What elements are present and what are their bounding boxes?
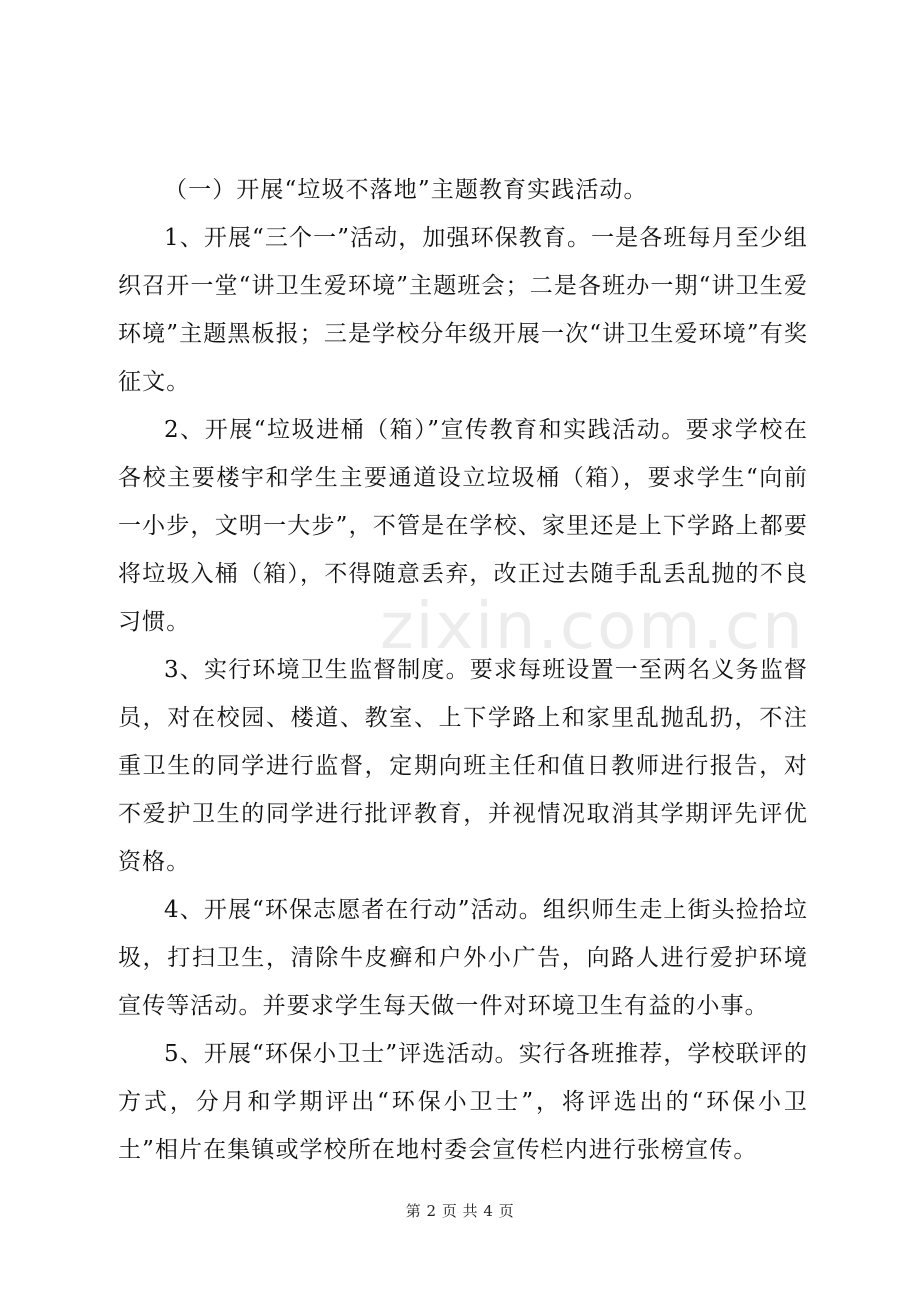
paragraph-4: 4、开展“环保志愿者在行动”活动。组织师生走上街头捡拾垃圾，打扫卫生，清除牛皮癣和户外小广告，向路人进行爱护环境宣传等活动。并要求学生每天做一件对环境卫生有益的小事。 — [118, 897, 808, 1019]
page-footer: 第 2 页 共 4 页 — [405, 1202, 515, 1220]
paragraph-5: 5、开展“环保小卫士”评选活动。实行各班推荐，学校联评的方式，分月和学期评出“环保小卫士”，将评选出的“环保小卫土”相片在集镇或学校所在地村委会宣传栏内进行张榜宣传。 — [118, 1041, 808, 1163]
section-heading: （一）开展“垃圾不落地”主题教育实践活动。 — [164, 177, 648, 203]
document-body — [118, 166, 808, 1174]
paragraph-1: 1、开展“三个一”活动，加强环保教育。一是各班每月至少组织召开一堂“讲卫生爱环境”主题班会；二是各班办一期“讲卫生爱环境”主题黑板报；三是学校分年级开展一次“讲卫生爱环境”有奖征文。 — [118, 225, 808, 395]
site-watermark: zixin.com.cn — [380, 590, 805, 664]
paragraph-3: 3、实行环境卫生监督制度。要求每班设置一至两名义务监督员，对在校园、楼道、教室、上下学路上和家里乱抛乱扔，不注重卫生的同学进行监督，定期向班主任和值日教师进行报告，对不爱护卫生的同学进行批评教育，并视情况取消其学期评先评优资格。 — [118, 657, 808, 875]
paragraph-2: 2、开展“垃圾进桶（箱）”宣传教育和实践活动。要求学校在各校主要楼宇和学生主要通道设立垃圾桶（箱），要求学生“向前一小步，文明一大步”，不管是在学校、家里还是上下学路上都要将垃圾入桶（箱），不得随意丢弃，改正过去随手乱丢乱抛的不良习惯。 — [118, 417, 808, 635]
